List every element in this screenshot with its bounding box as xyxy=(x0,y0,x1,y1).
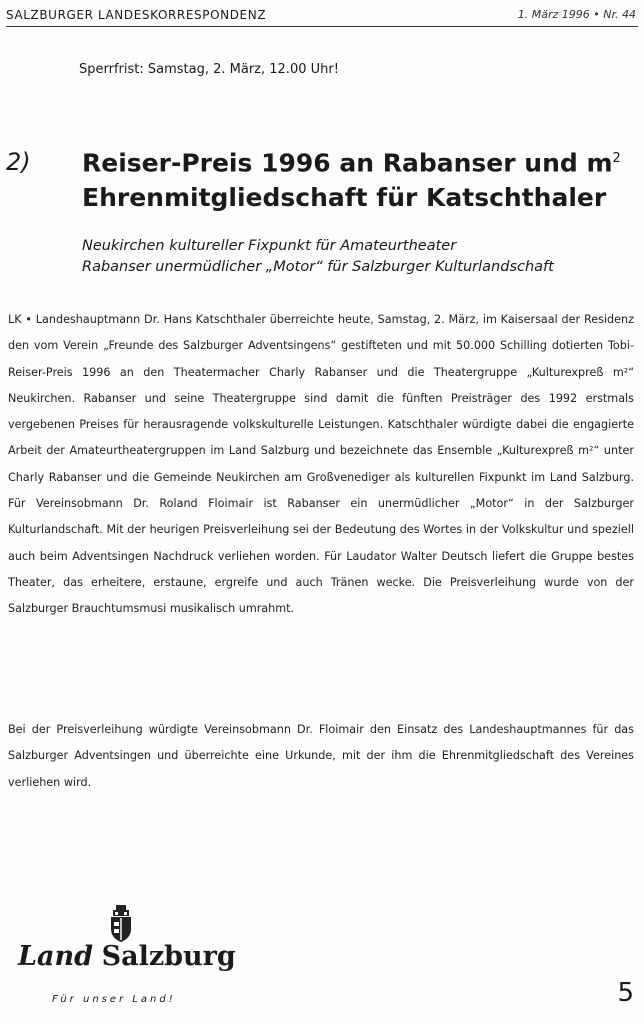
coat-of-arms-icon xyxy=(106,905,136,943)
title-line-1: Reiser-Preis 1996 an Rabanser und m xyxy=(82,148,613,178)
publication-name: SALZBURGER LANDESKORRESPONDENZ xyxy=(6,8,267,22)
logo-word-land: Land xyxy=(18,941,93,972)
title-superscript: 2 xyxy=(612,151,621,166)
logo-word-salzburg: Salzburg xyxy=(101,941,236,972)
page-number: 5 xyxy=(617,978,634,1008)
article-paragraph-2: Bei der Preisverleihung würdigte Vereinsobmann Dr. Floimair den Einsatz des Landeshauptmannes für das Salzburger Adventsingen und überreichte eine Urkunde, mit der ihm die Ehrenmitgliedschaft des Vereines verliehen wird. xyxy=(8,723,634,789)
embargo-notice: Sperrfrist: Samstag, 2. März, 12.00 Uhr! xyxy=(79,62,339,77)
title-line-2: Ehrenmitgliedschaft für Katschthaler xyxy=(82,183,607,213)
article-number: 2) xyxy=(6,148,31,176)
page-header xyxy=(6,6,638,27)
article-title xyxy=(82,141,621,215)
article-paragraph-1: LK • Landeshauptmann Dr. Hans Katschthaler überreichte heute, Samstag, 2. März, im Kaisersaal der Residenz den vom Verein „Freunde des Salzburger Adventsingens“ gestifteten und mit 50.000 Schilling dotierten Tobi-Reiser-Preis 1996 an den Theatermacher Charly Rabanser und die Theatergruppe „Kulturexpreß m²“ Neukirchen. Rabanser und seine Theatergruppe sind damit die fünften Preisträger des 1992 erstmals vergebenen Preises für herausragende volkskulturelle Leistungen. Katschthaler würdigte dabei die engagierte Arbeit der Amateurtheatergruppen im Land Salzburg und bezeichnete das Ensemble „Kulturexpreß m²“ unter Charly Rabanser und die Gemeinde Neukirchen am Großvenediger als kulturellen Fixpunkt im Land Salzburg. Für Vereinsobmann Dr. Roland Floimair ist Rabanser ein unermüdlicher „Motor“ in der Salzburger Kulturlandschaft. Mit der heurigen Preisverleihung sei der Bedeutung des Wortes in der Volkskultur und speziell auch beim Adventsingen Nachdruck verliehen worden. Für Laudator Walter Deutsch liefert die Gruppe bestes Theater, das erheitere, erstaune, ergreife und auch Tränen wecke. Die Preisverleihung wurde von der Salzburger Brauchtumsmusi musikalisch umrahmt. xyxy=(8,313,634,616)
logo-wordmark xyxy=(18,941,236,972)
land-salzburg-logo xyxy=(18,905,248,1015)
issue-date: 1. März 1996 • Nr. 44 xyxy=(517,8,636,21)
article-subtitle xyxy=(82,236,554,278)
subtitle-line-2: Rabanser unermüdlicher „Motor“ für Salzburger Kulturlandschaft xyxy=(82,259,554,275)
subtitle-line-1: Neukirchen kultureller Fixpunkt für Amateurtheater xyxy=(82,238,457,254)
logo-tagline: Für unser Land! xyxy=(52,994,176,1005)
